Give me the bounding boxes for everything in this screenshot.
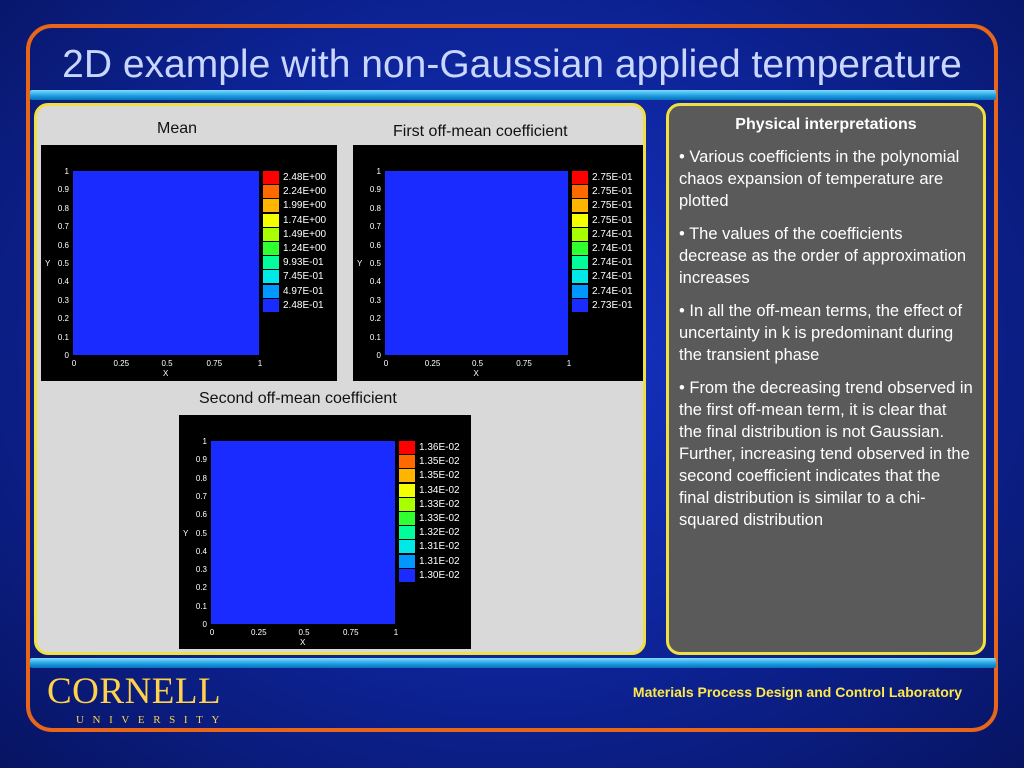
y-tick-label: 0.4 — [195, 546, 207, 556]
y-tick-label: 0.2 — [57, 314, 69, 324]
plot-caption-first-coefficient: First off-mean coefficient — [393, 123, 568, 140]
y-tick-label: 0.7 — [195, 491, 207, 501]
y-tick-label: 1 — [202, 437, 207, 446]
legend-swatch — [263, 171, 279, 184]
legend-label: 1.30E-02 — [419, 569, 460, 581]
legend-label: 2.75E-01 — [592, 172, 633, 183]
y-tick-label: 0.2 — [369, 314, 381, 324]
legend-swatch — [263, 299, 279, 312]
cornell-logo-subtitle: UNIVERSITY — [76, 714, 228, 726]
legend-label: 1.74E+00 — [283, 214, 327, 226]
y-tick-label: 0.1 — [369, 332, 381, 342]
legend-label: 2.74E-01 — [592, 257, 633, 269]
x-tick-label: 0 — [209, 628, 215, 637]
y-axis-label: Y — [183, 528, 189, 538]
temperature-field — [385, 171, 568, 355]
legend-label: 2.75E-01 — [592, 186, 633, 198]
legend-label: 9.93E-01 — [283, 257, 324, 269]
x-tick-label: 0.25 — [113, 359, 130, 368]
legend-label: 2.73E-01 — [592, 299, 633, 311]
y-tick-label: 0.9 — [195, 455, 207, 465]
legend-label: 1.33E-02 — [419, 513, 460, 524]
legend-label: 1.49E+00 — [283, 228, 327, 240]
x-tick-label: 0.25 — [251, 628, 267, 637]
interpretation-bullet: • Various coefficients in the polynomial chaos expansion of temperature are plotted — [679, 148, 960, 210]
y-tick-label: 0.5 — [195, 528, 207, 538]
y-tick-label: 0.7 — [57, 222, 69, 232]
legend-label: 2.48E+00 — [283, 172, 327, 183]
legend-label: 1.31E-02 — [419, 541, 460, 553]
legend-swatch — [572, 171, 588, 184]
legend-label: 1.99E+00 — [283, 200, 327, 212]
legend-swatch — [399, 455, 415, 468]
y-tick-label: 0.1 — [195, 601, 207, 611]
legend-label: 2.48E-01 — [283, 299, 324, 311]
y-tick-label: 0.8 — [369, 203, 381, 213]
y-tick-label: 0.9 — [369, 185, 381, 195]
legend-swatch — [399, 512, 415, 525]
y-tick-label: 0.4 — [369, 277, 381, 287]
y-tick-label: 0.4 — [57, 277, 69, 287]
interpretation-bullet: • In all the off-mean terms, the effect of uncertainty in k is predominant during the transient phase — [679, 302, 963, 364]
slide-title: 2D example with non-Gaussian applied temperature — [62, 43, 962, 86]
legend-swatch — [572, 285, 588, 298]
legend-label: 1.31E-02 — [419, 555, 460, 567]
legend-swatch — [399, 569, 415, 582]
x-tick-label: 0 — [383, 359, 389, 368]
bottom-divider-bar — [30, 658, 996, 668]
x-tick-label: 0.75 — [516, 359, 532, 368]
interpretations-heading: Physical interpretations — [735, 116, 917, 133]
legend-label: 2.75E-01 — [592, 200, 633, 212]
y-tick-label: 0.1 — [57, 332, 69, 342]
legend-label: 2.74E-01 — [592, 243, 633, 254]
x-tick-label: 0.25 — [424, 359, 441, 368]
legend-swatch — [572, 242, 588, 255]
legend-swatch — [399, 484, 415, 497]
y-tick-label: 0.2 — [195, 583, 207, 593]
x-tick-label: 1 — [257, 359, 263, 368]
y-tick-label: 0 — [376, 351, 381, 360]
legend-label: 2.74E-01 — [592, 228, 633, 240]
legend-swatch — [399, 555, 415, 568]
legend-swatch — [263, 270, 279, 283]
legend-swatch — [263, 256, 279, 269]
legend-swatch — [572, 214, 588, 227]
legend-label: 1.35E-02 — [419, 456, 460, 468]
y-tick-label: 0.3 — [57, 295, 69, 305]
interpretations-panel — [666, 103, 986, 655]
cornell-logo-wordmark: CORNELL — [47, 671, 222, 712]
y-tick-label: 0.8 — [57, 203, 69, 213]
interpretation-bullet: • From the decreasing trend observed in the first off-mean term, it is clear that the final distribution is not Gaussian. Further, increasing tend observed in the second coefficient indicates that the final distribution is similar to a chi-squared distribution — [679, 379, 973, 529]
y-axis-label: Y — [357, 259, 363, 268]
legend-label: 4.97E-01 — [283, 285, 324, 297]
legend-swatch — [399, 526, 415, 539]
top-divider-bar — [30, 90, 996, 100]
x-axis-label: X — [473, 369, 479, 378]
plot-caption-second-coefficient: Second off-mean coefficient — [199, 390, 397, 407]
legend-label: 2.74E-01 — [592, 285, 633, 297]
legend-swatch — [572, 256, 588, 269]
x-tick-label: 0.75 — [343, 628, 359, 637]
y-tick-label: 0.8 — [195, 473, 207, 483]
y-tick-label: 0.6 — [57, 240, 69, 250]
legend-swatch — [572, 228, 588, 241]
legend-swatch — [572, 199, 588, 212]
y-tick-label: 0.3 — [195, 565, 207, 575]
contour-plot-first-coefficient — [353, 145, 643, 381]
temperature-field — [73, 171, 259, 355]
legend-swatch — [263, 185, 279, 198]
y-axis-label: Y — [45, 259, 51, 268]
x-tick-label: 0.5 — [161, 359, 173, 368]
y-tick-label: 0.5 — [57, 259, 69, 268]
x-tick-label: 1 — [393, 628, 399, 637]
y-tick-label: 0.7 — [369, 222, 381, 232]
x-tick-label: 0 — [71, 359, 77, 368]
x-axis-label: X — [163, 369, 169, 378]
legend-label: 2.74E-01 — [592, 271, 633, 283]
plot-caption-mean: Mean — [157, 120, 198, 137]
y-tick-label: 0.6 — [195, 510, 207, 520]
legend-swatch — [399, 540, 415, 553]
y-tick-label: 0.6 — [369, 240, 381, 250]
temperature-field — [211, 441, 395, 624]
legend-swatch — [399, 469, 415, 482]
legend-label: 1.24E+00 — [283, 243, 327, 254]
legend-label: 1.36E-02 — [419, 442, 460, 453]
x-axis-label: X — [300, 638, 306, 647]
lab-name: Materials Process Design and Control Laboratory — [632, 684, 962, 700]
legend-swatch — [399, 441, 415, 454]
contour-plot-mean — [41, 145, 337, 381]
legend-label: 1.35E-02 — [419, 470, 460, 482]
y-tick-label: 1 — [64, 167, 69, 176]
legend-swatch — [263, 228, 279, 241]
legend-swatch — [572, 270, 588, 283]
legend-swatch — [263, 214, 279, 227]
contour-plot-second-coefficient — [179, 415, 471, 649]
y-tick-label: 1 — [376, 167, 381, 176]
x-tick-label: 1 — [566, 359, 572, 368]
y-tick-label: 0 — [64, 351, 69, 360]
legend-label: 1.34E-02 — [419, 484, 460, 496]
legend-swatch — [263, 285, 279, 298]
legend-swatch — [572, 299, 588, 312]
y-tick-label: 0.9 — [57, 185, 69, 195]
legend-swatch — [572, 185, 588, 198]
x-tick-label: 0.5 — [298, 628, 310, 637]
legend-label: 1.33E-02 — [419, 498, 460, 510]
y-tick-label: 0.5 — [369, 259, 381, 268]
legend-swatch — [263, 199, 279, 212]
y-tick-label: 0 — [202, 620, 207, 629]
legend-label: 1.32E-02 — [419, 527, 460, 539]
legend-label: 7.45E-01 — [283, 271, 324, 283]
y-tick-label: 0.3 — [369, 295, 381, 305]
legend-label: 2.24E+00 — [283, 186, 327, 198]
x-tick-label: 0.75 — [206, 359, 223, 368]
legend-label: 2.75E-01 — [592, 214, 633, 226]
interpretation-bullet: • The values of the coefficients decrease as the order of approximation increases — [679, 225, 967, 287]
x-tick-label: 0.5 — [471, 359, 484, 368]
legend-swatch — [399, 498, 415, 511]
legend-swatch — [263, 242, 279, 255]
